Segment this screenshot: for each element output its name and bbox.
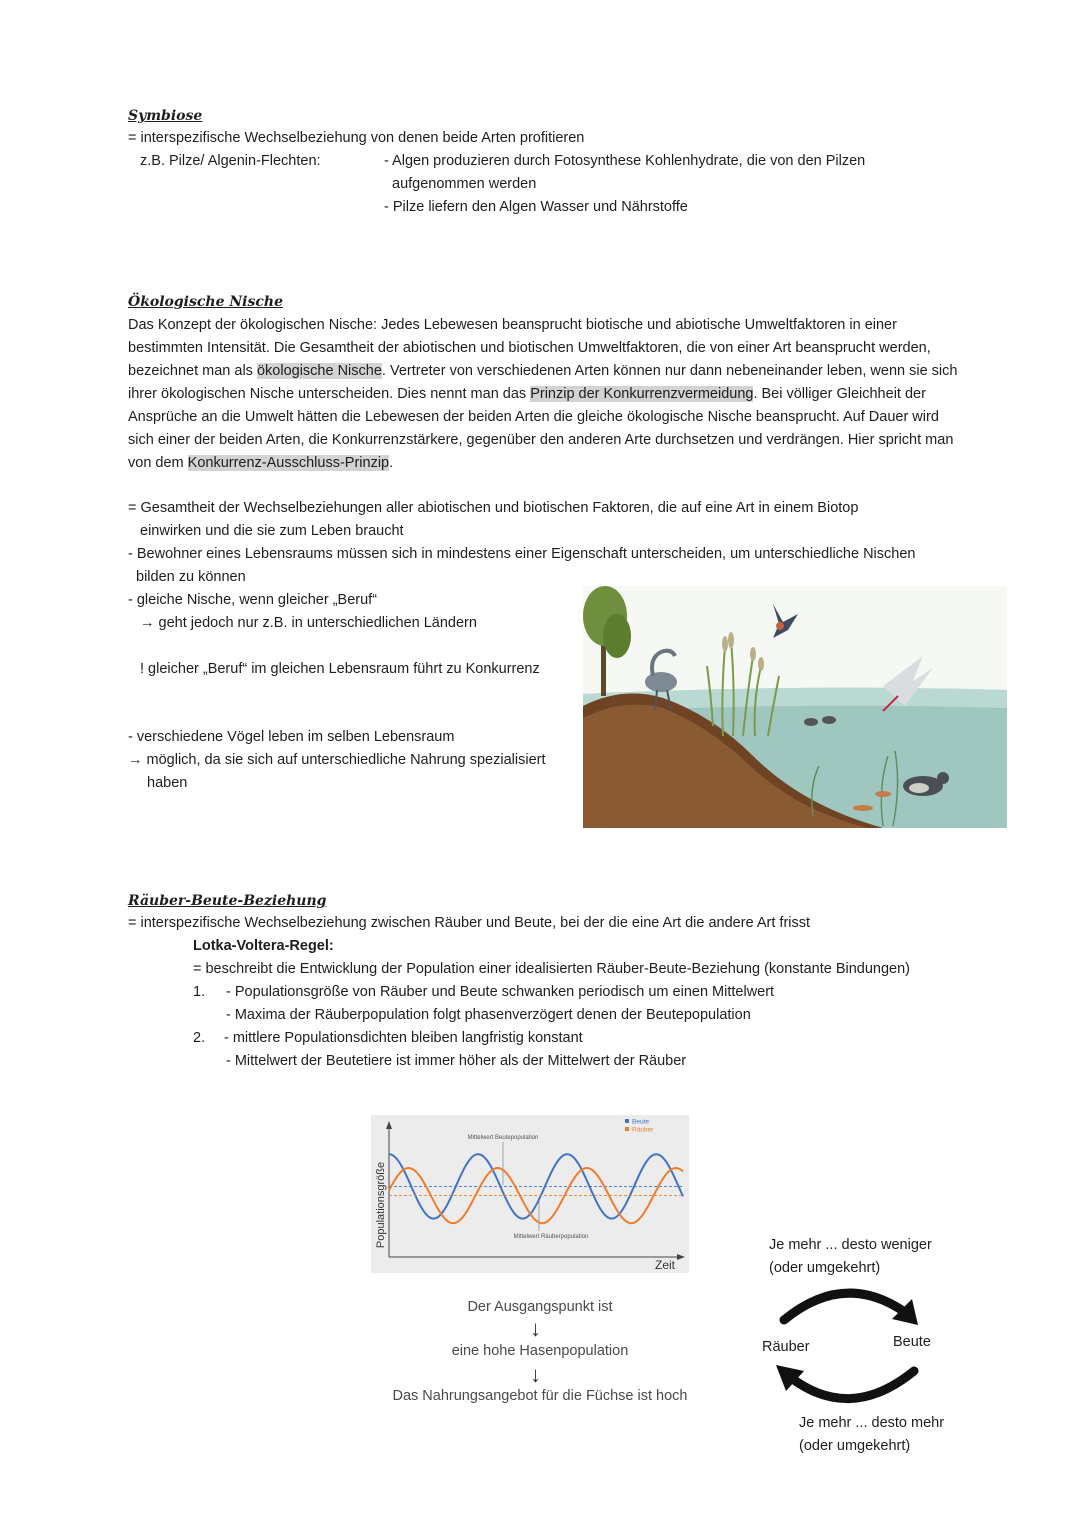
rule-number-1: 1.	[193, 984, 206, 1000]
annotation-beute-mean: Mittelwert Beutepopulation	[467, 1135, 539, 1141]
highlight-oekologische-nische: ökologische Nische	[256, 363, 382, 379]
flow-line-3: Das Nahrungsangebot für die Füchse ist hoch	[392, 1388, 688, 1404]
nische-def-2a: - Bewohner eines Lebensraums müssen sich in mindestens einer Eigenschaft unterscheiden, um unterschiedliche Nischen	[128, 546, 916, 562]
symbiose-point-1: - Algen produzieren durch Fotosynthese Kohlenhydrate, die von den Pilzen	[384, 153, 866, 169]
lotka-voltera-title: Lotka-Voltera-Regel:	[193, 938, 334, 954]
rule-2b: - Mittelwert der Beutetiere ist immer höher als der Mittelwert der Räuber	[226, 1053, 687, 1069]
cycle-top-line-1: Je mehr ... desto weniger	[769, 1237, 932, 1253]
rule-1b: - Maxima der Räuberpopulation folgt phasenverzögert denen der Beutepopulation	[226, 1007, 751, 1023]
cycle-raeuber-label: Räuber	[762, 1339, 810, 1355]
lotka-volterra-chart	[371, 1115, 689, 1273]
nische-def-5: - verschiedene Vögel leben im selben Lebensraum	[128, 729, 455, 745]
symbiose-point-1-cont: aufgenommen werden	[392, 176, 537, 192]
nische-def-2b: bilden zu können	[136, 569, 246, 585]
chart-svg	[371, 1115, 689, 1273]
arrow-top	[784, 1293, 906, 1320]
highlight-konkurrenz-ausschluss: Konkurrenz-Ausschluss-Prinzip	[187, 455, 390, 471]
x-axis-label: Zeit	[654, 1258, 676, 1272]
legend-raeuber-swatch	[625, 1127, 629, 1131]
symbiose-example-label: z.B. Pilze/ Algenin-Flechten:	[140, 153, 321, 169]
arrow-bottom	[790, 1371, 914, 1399]
nische-paragraph: Das Konzept der ökologischen Nische: Jedes Lebewesen beansprucht biotische und abiotische Umweltfaktoren in einer bestimmten Intensität. Die Gesamtheit der abiotischen und biotischen Umweltfaktoren, die von einer Art beansprucht werden, bezeichnet man als ökologische Nische. Vertreter von verschiedenen Arten können nur dann nebeneinander leben, wenn sie sich ihrer ökologischen Nische unterscheiden. Dies nennt man das Prinzip der Konkurrenzvermeidung. Bei völliger Gleichheit der Ansprüche an die Umwelt hätten die Lebewesen der beiden Arten die gleiche ökologische Nische beansprucht. Auf Dauer wird sich einer der beiden Arten, die Konkurrenzstärkere, gegenüber den anderen Arte durchsetzen und verdrängen. Hier spricht man von dem Konkurrenz-Ausschluss-Prinzip.	[128, 317, 958, 471]
flow-arrow-2: ↓	[530, 1362, 541, 1387]
nische-def-4: ! gleicher „Beruf“ im gleichen Lebensraum führt zu Konkurrenz	[140, 661, 540, 677]
nische-def-1a: = Gesamtheit der Wechselbeziehungen aller abiotischen und biotischen Faktoren, die auf eine Art in einem Biotop	[128, 500, 859, 516]
legend-beute-swatch	[625, 1119, 629, 1123]
legend-beute: Beute	[632, 1118, 649, 1126]
raeuber-definition: = interspezifische Wechselbeziehung zwischen Räuber und Beute, bei der die eine Art die andere Art frisst	[128, 915, 811, 931]
cycle-bottom-line-2: (oder umgekehrt)	[799, 1438, 911, 1454]
y-axis-arrow	[386, 1121, 392, 1129]
pond-illustration	[583, 586, 1007, 828]
rule-number-2: 2.	[193, 1030, 206, 1046]
cycle-bottom-line-1: Je mehr ... desto mehr	[799, 1415, 945, 1431]
flow-arrow-1: ↓	[530, 1316, 541, 1341]
nische-heading: Ökologische Nische	[128, 294, 283, 310]
lotka-voltera-definition: = beschreibt die Entwicklung der Population einer idealisierten Räuber-Beute-Beziehung (konstante Bindungen)	[193, 961, 910, 977]
nische-def-5b: → möglich, da sie sich auf unterschiedliche Nahrung spezialisiert	[128, 752, 546, 768]
highlight-konkurrenzvermeidung: Prinzip der Konkurrenzvermeidung	[530, 386, 754, 402]
rule-2a: - mittlere Populationsdichten bleiben langfristig konstant	[224, 1030, 583, 1046]
nische-def-1b: einwirken und die sie zum Leben braucht	[140, 523, 404, 539]
symbiose-point-2: - Pilze liefern den Algen Wasser und Nährstoffe	[384, 199, 688, 215]
flow-line-1: Der Ausgangspunkt ist	[467, 1299, 613, 1315]
rule-1a: - Populationsgröße von Räuber und Beute schwanken periodisch um einen Mittelwert	[226, 984, 775, 1000]
annotation-raeuber-mean: Mittelwert Räuberpopulation	[513, 1234, 589, 1240]
cycle-beute-label: Beute	[893, 1334, 931, 1350]
nische-def-5c: haben	[147, 775, 188, 791]
flow-line-2: eine hohe Hasenpopulation	[451, 1343, 629, 1359]
raeuber-heading: Räuber-Beute-Beziehung	[128, 893, 327, 909]
nische-def-3b: → geht jedoch nur z.B. in unterschiedlichen Ländern	[140, 615, 477, 631]
y-axis-label: Populationsgröße	[375, 1161, 387, 1249]
nische-def-3: - gleiche Nische, wenn gleicher „Beruf“	[128, 592, 378, 608]
symbiose-definition: = interspezifische Wechselbeziehung von denen beide Arten profitieren	[128, 130, 585, 146]
legend-raeuber: Räuber	[632, 1126, 654, 1134]
x-axis-arrow	[677, 1254, 685, 1260]
cycle-top-line-2: (oder umgekehrt)	[769, 1260, 881, 1276]
symbiose-heading: Symbiose	[128, 108, 203, 124]
